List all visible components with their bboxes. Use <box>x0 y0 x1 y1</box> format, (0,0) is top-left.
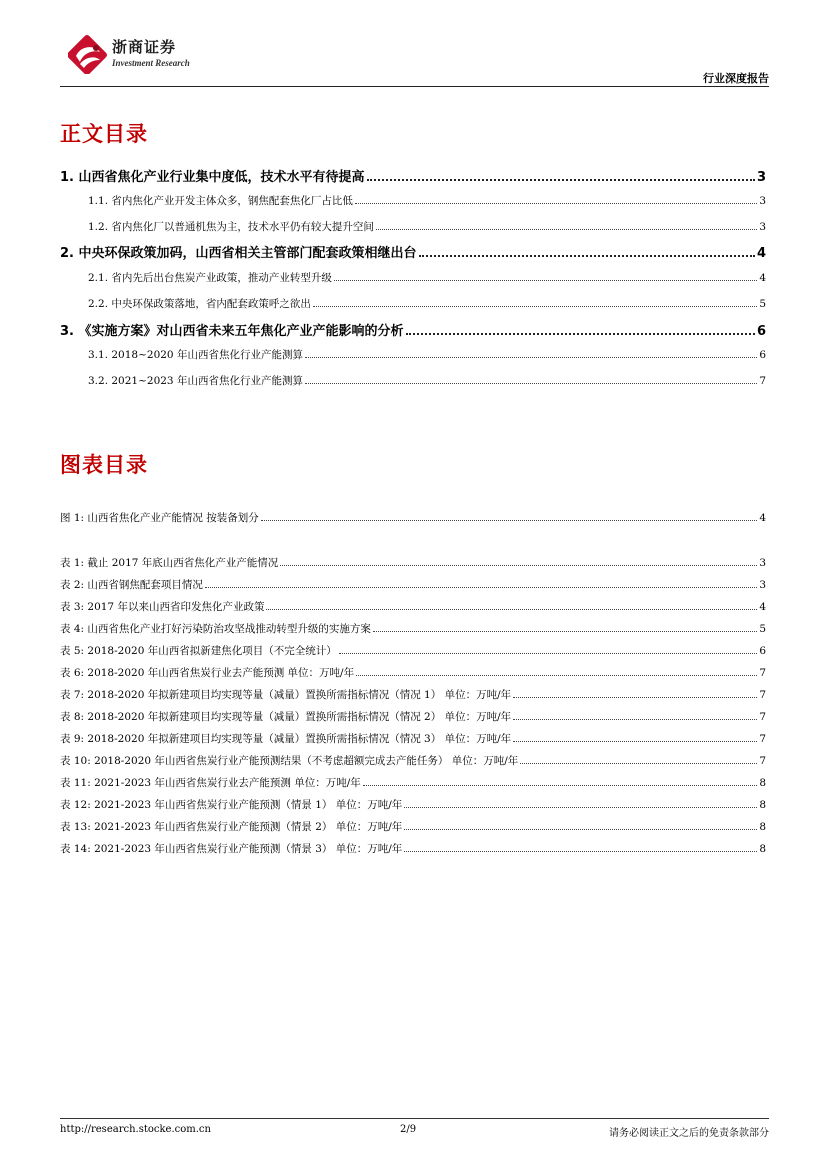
figure-entry-page: 8 <box>759 799 766 811</box>
toc-entry-2-2[interactable] <box>88 296 766 311</box>
figure-entry-page: 7 <box>759 667 766 679</box>
table-entry-14[interactable] <box>60 841 766 856</box>
toc-entry-page: 3 <box>759 221 766 233</box>
figure-entry-page: 4 <box>759 512 766 524</box>
toc-entry-label: 1. 山西省焦化产业行业集中度低，技术水平有待提高 <box>60 170 365 185</box>
table-entry-4[interactable] <box>60 621 766 636</box>
figure-entry-page: 8 <box>759 777 766 789</box>
toc-entry-2[interactable] <box>60 242 766 261</box>
company-name-en: Investment Research <box>112 58 190 68</box>
company-name-cn: 浙商证券 <box>112 38 177 56</box>
toc-title: 正文目录 <box>60 122 148 146</box>
toc-entry-label: 1.2. 省内焦化厂以普通机焦为主，技术水平仍有较大提升空间 <box>88 221 374 233</box>
toc-entry-page: 3 <box>759 195 766 207</box>
figure-entry-page: 7 <box>759 689 766 701</box>
footer-page-number: 2/9 <box>400 1124 417 1135</box>
toc-entry-1-2[interactable] <box>88 219 766 234</box>
toc-entry-label: 3. 《实施方案》对山西省未来五年焦化产业产能影响的分析 <box>60 324 404 339</box>
figure-entry-page: 7 <box>759 733 766 745</box>
toc-entry-label: 1.1. 省内焦化产业开发主体众多，钢焦配套焦化厂占比低 <box>88 195 353 207</box>
toc-entry-label: 2. 中央环保政策加码，山西省相关主管部门配套政策相继出台 <box>60 246 417 261</box>
footer-divider <box>60 1118 769 1119</box>
table-entry-13[interactable] <box>60 819 766 834</box>
toc-entry-3[interactable] <box>60 320 766 339</box>
toc-entry-label: 2.2. 中央环保政策落地，省内配套政策呼之欲出 <box>88 298 311 310</box>
toc-entry-1[interactable] <box>60 166 766 185</box>
figure-entry-label: 图 1: 山西省焦化产业产能情况 按装备划分 <box>60 512 259 524</box>
logo-icon <box>68 34 108 74</box>
figure-entry-page: 6 <box>759 645 766 657</box>
figure-entry-page: 4 <box>759 601 766 613</box>
table-entry-7[interactable] <box>60 687 766 702</box>
table-entry-1[interactable] <box>60 555 766 570</box>
figure-entry-label: 表 10: 2018-2020 年山西省焦炭行业产能预测结果（不考虑超额完成去产能任务） 单位：万吨/年 <box>60 755 519 767</box>
toc-entry-page: 6 <box>759 349 766 361</box>
figure-entry-label: 表 13: 2021-2023 年山西省焦炭行业产能预测（情景 2） 单位：万吨/年 <box>60 821 403 833</box>
figure-entry-label: 表 11: 2021-2023 年山西省焦炭行业去产能预测 单位：万吨/年 <box>60 777 361 789</box>
figure-entry-label: 表 1: 截止 2017 年底山西省焦化产业产能情况 <box>60 557 279 569</box>
toc-entry-page: 3 <box>756 170 766 185</box>
company-logo <box>60 30 220 82</box>
table-entry-9[interactable] <box>60 731 766 746</box>
figure-entry-1[interactable] <box>60 510 766 525</box>
figure-entry-page: 5 <box>759 623 766 635</box>
figure-entry-label: 表 7: 2018-2020 年拟新建项目均实现等量（减量）置换所需指标情况（情况 1） 单位：万吨/年 <box>60 689 512 701</box>
toc-entry-2-1[interactable] <box>88 270 766 285</box>
toc-entry-label: 3.1. 2018~2020 年山西省焦化行业产能测算 <box>88 349 303 361</box>
figure-entry-page: 8 <box>759 843 766 855</box>
toc-entry-page: 4 <box>759 272 766 284</box>
figure-entry-label: 表 8: 2018-2020 年拟新建项目均实现等量（减量）置换所需指标情况（情况 2） 单位：万吨/年 <box>60 711 512 723</box>
header-divider <box>60 86 769 87</box>
figures-title: 图表目录 <box>60 453 148 477</box>
toc-entry-label: 2.1. 省内先后出台焦炭产业政策，推动产业转型升级 <box>88 272 332 284</box>
table-entry-6[interactable] <box>60 665 766 680</box>
table-entry-10[interactable] <box>60 753 766 768</box>
toc-entry-page: 6 <box>756 324 766 339</box>
toc-entry-page: 4 <box>756 246 766 261</box>
figure-entry-page: 3 <box>759 557 766 569</box>
figure-entry-label: 表 5: 2018-2020 年山西省拟新建焦化项目（不完全统计） <box>60 645 337 657</box>
figure-entry-label: 表 14: 2021-2023 年山西省焦炭行业产能预测（情景 3） 单位：万吨/年 <box>60 843 403 855</box>
table-entry-8[interactable] <box>60 709 766 724</box>
figure-entry-page: 3 <box>759 579 766 591</box>
table-entry-3[interactable] <box>60 599 766 614</box>
figure-entry-page: 7 <box>759 755 766 767</box>
figure-entry-page: 7 <box>759 711 766 723</box>
figure-entry-label: 表 9: 2018-2020 年拟新建项目均实现等量（减量）置换所需指标情况（情况 3） 单位：万吨/年 <box>60 733 512 745</box>
figure-entry-label: 表 6: 2018-2020 年山西省焦炭行业去产能预测 单位：万吨/年 <box>60 667 355 679</box>
table-entry-5[interactable] <box>60 643 766 658</box>
document-type: 行业深度报告 <box>703 72 769 85</box>
table-entry-12[interactable] <box>60 797 766 812</box>
table-entry-2[interactable] <box>60 577 766 592</box>
figure-entry-label: 表 3: 2017 年以来山西省印发焦化产业政策 <box>60 601 265 613</box>
toc-entry-page: 7 <box>759 375 766 387</box>
toc-entry-1-1[interactable] <box>88 193 766 208</box>
footer-url[interactable]: http://research.stocke.com.cn <box>60 1124 211 1135</box>
toc-entry-3-1[interactable] <box>88 347 766 362</box>
toc-entry-page: 5 <box>759 298 766 310</box>
figure-entry-label: 表 4: 山西省焦化产业打好污染防治攻坚战推动转型升级的实施方案 <box>60 623 371 635</box>
toc-entry-label: 3.2. 2021~2023 年山西省焦化行业产能测算 <box>88 375 303 387</box>
figure-entry-page: 8 <box>759 821 766 833</box>
figure-entry-label: 表 2: 山西省钢焦配套项目情况 <box>60 579 203 591</box>
toc-entry-3-2[interactable] <box>88 373 766 388</box>
footer-disclaimer: 请务必阅读正文之后的免责条款部分 <box>609 1128 769 1139</box>
table-entry-11[interactable] <box>60 775 766 790</box>
page-header <box>60 30 769 88</box>
figure-entry-label: 表 12: 2021-2023 年山西省焦炭行业产能预测（情景 1） 单位：万吨/年 <box>60 799 403 811</box>
